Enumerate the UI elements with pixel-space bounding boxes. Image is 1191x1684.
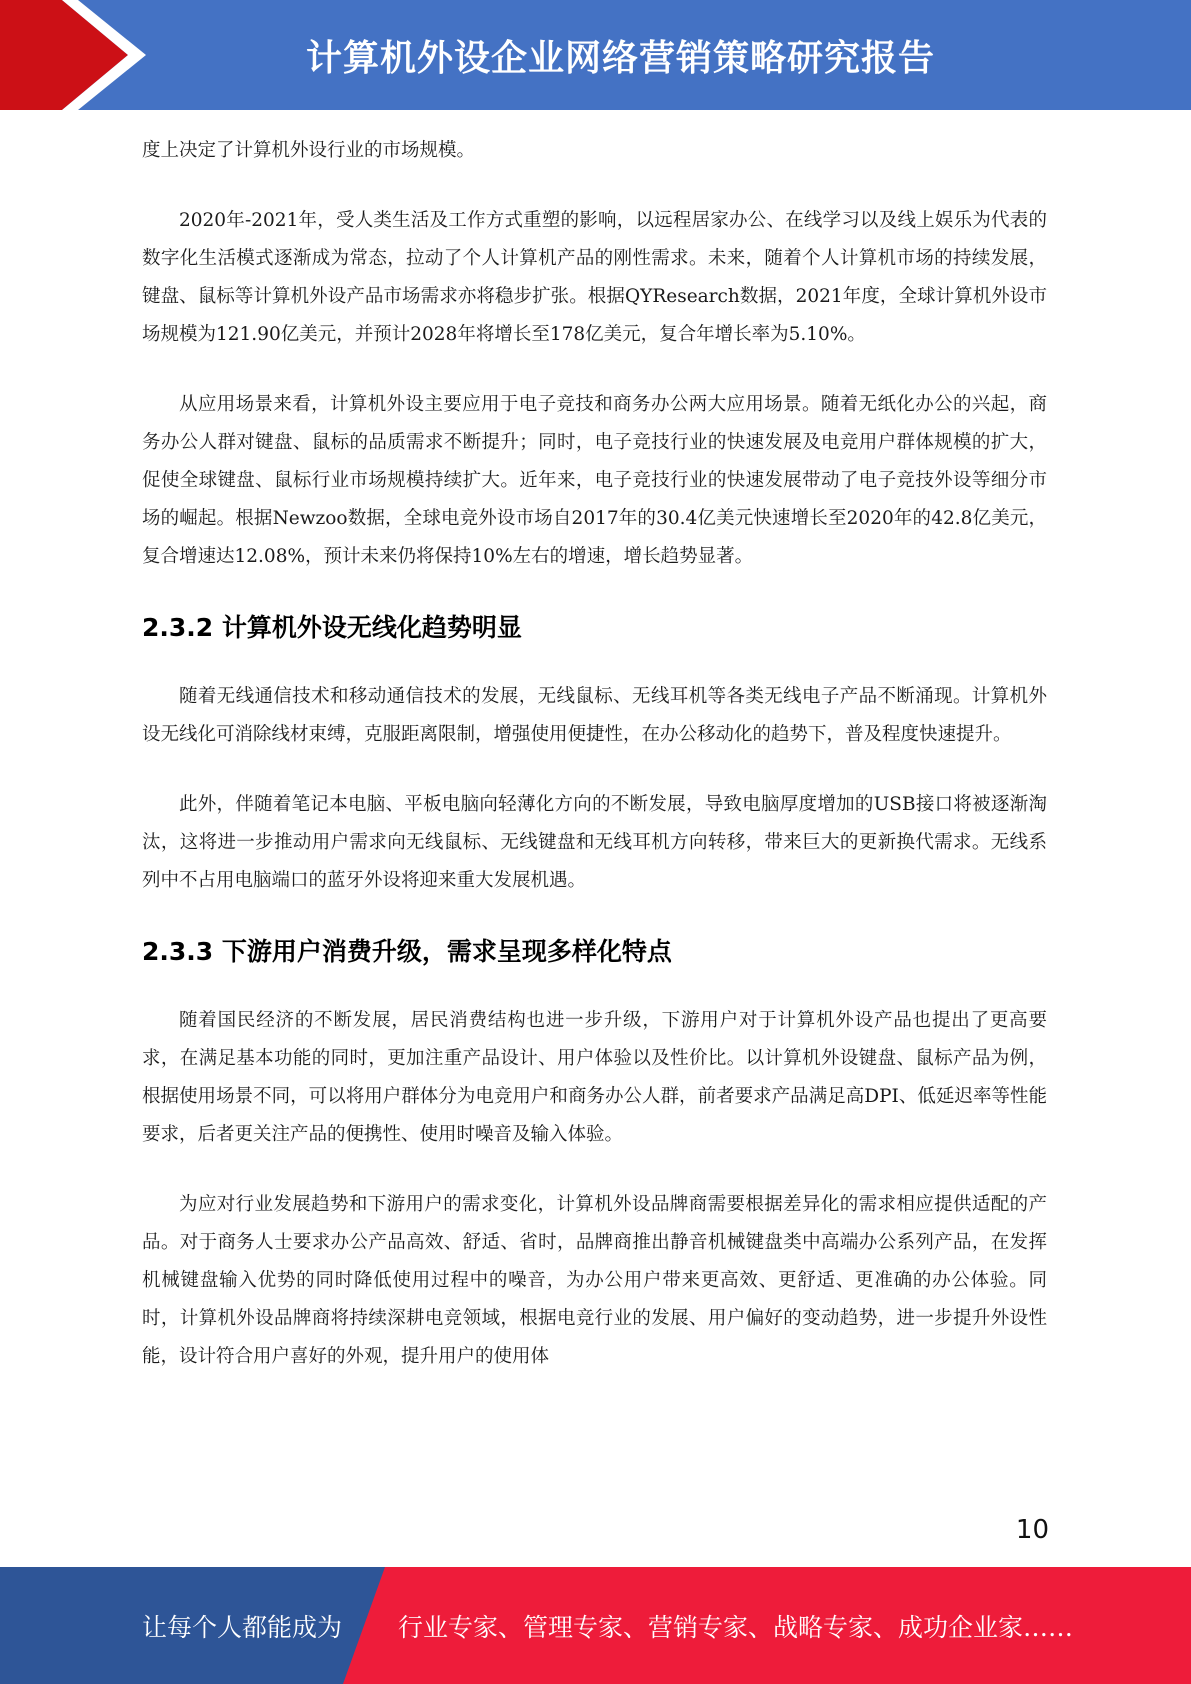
paragraph-consumption-upgrade: 随着国民经济的不断发展，居民消费结构也进一步升级，下游用户对于计算机外设产品也提出了更高要求，在满足基本功能的同时，更加注重产品设计、用户体验以及性价比。以计算机外设键盘、鼠标产品为例，根据使用场景不同，可以将用户群体分为电竞用户和商务办公人群，前者要求产品满足高DPI、低延迟率等性能要求，后者更关注产品的便携性、使用时噪音及输入体验。 bbox=[142, 1010, 1047, 1145]
page-number: 10 bbox=[1015, 1515, 1049, 1545]
report-title: 计算机外设企业网络营销策略研究报告 bbox=[305, 37, 935, 79]
paragraph-application-scenarios: 从应用场景来看，计算机外设主要应用于电子竞技和商务办公两大应用场景。随着无纸化办公的兴起，商务办公人群对键盘、鼠标的品质需求不断提升；同时，电子竞技行业的快速发展及电竞用户群体规模的扩大，促使全球键盘、鼠标行业市场规模持续扩大。近年来，电子竞技行业的快速发展带动了电子竞技外设等细分市场的崛起。根据Newzoo数据，全球电竞外设市场自2017年的30.4亿美元快速增长至2020年的42.8亿美元，复合增速达12.08%，预计未来仍将保持10%左右的增速，增长趋势显著。 bbox=[142, 394, 1047, 567]
footer-slogan-right: 行业专家、管理专家、营销专家、战略专家、成功企业家…… bbox=[398, 1612, 1074, 1642]
paragraph-usb-obsolescence: 此外，伴随着笔记本电脑、平板电脑向轻薄化方向的不断发展，导致电脑厚度增加的USB接口将被逐渐淘汰，这将进一步推动用户需求向无线鼠标、无线键盘和无线耳机方向转移，带来巨大的更新换代需求。无线系列中不占用电脑端口的蓝牙外设将迎来重大发展机遇。 bbox=[142, 794, 1047, 891]
page-body bbox=[142, 132, 1047, 1408]
paragraph-wireless-trend: 随着无线通信技术和移动通信技术的发展，无线鼠标、无线耳机等各类无线电子产品不断涌现。计算机外设无线化可消除线材束缚，克服距离限制，增强使用便捷性，在办公移动化的趋势下，普及程度快速提升。 bbox=[142, 686, 1047, 745]
header-arrow-graphic bbox=[0, 0, 150, 110]
footer-banner bbox=[0, 1567, 1191, 1684]
paragraph-brand-response: 为应对行业发展趋势和下游用户的需求变化，计算机外设品牌商需要根据差异化的需求相应提供适配的产品。对于商务人士要求办公产品高效、舒适、省时，品牌商推出静音机械键盘类中高端办公系列产品，在发挥机械键盘输入优势的同时降低使用过程中的噪音，为办公用户带来更高效、更舒适、更准确的办公体验。同时，计算机外设品牌商将持续深耕电竞领域，根据电竞行业的发展、用户偏好的变动趋势，进一步提升外设性能，设计符合用户喜好的外观，提升用户的使用体 bbox=[142, 1194, 1047, 1367]
paragraph-market-size: 2020年-2021年，受人类生活及工作方式重塑的影响，以远程居家办公、在线学习以及线上娱乐为代表的数字化生活模式逐渐成为常态，拉动了个人计算机产品的刚性需求。未来，随着个人计算机市场的持续发展，键盘、鼠标等计算机外设产品市场需求亦将稳步扩张。根据QYResearch数据，2021年度，全球计算机外设市场规模为121.90亿美元，并预计2028年将增长至178亿美元，复合年增长率为5.10%。 bbox=[142, 210, 1047, 345]
section-heading-2-3-3: 2.3.3 下游用户消费升级，需求呈现多样化特点 bbox=[142, 937, 672, 966]
footer-slogan-left: 让每个人都能成为 bbox=[142, 1612, 343, 1642]
header-banner bbox=[0, 0, 1191, 110]
section-heading-2-3-2: 2.3.2 计算机外设无线化趋势明显 bbox=[142, 613, 522, 642]
paragraph-continued: 度上决定了计算机外设行业的市场规模。 bbox=[142, 140, 476, 161]
